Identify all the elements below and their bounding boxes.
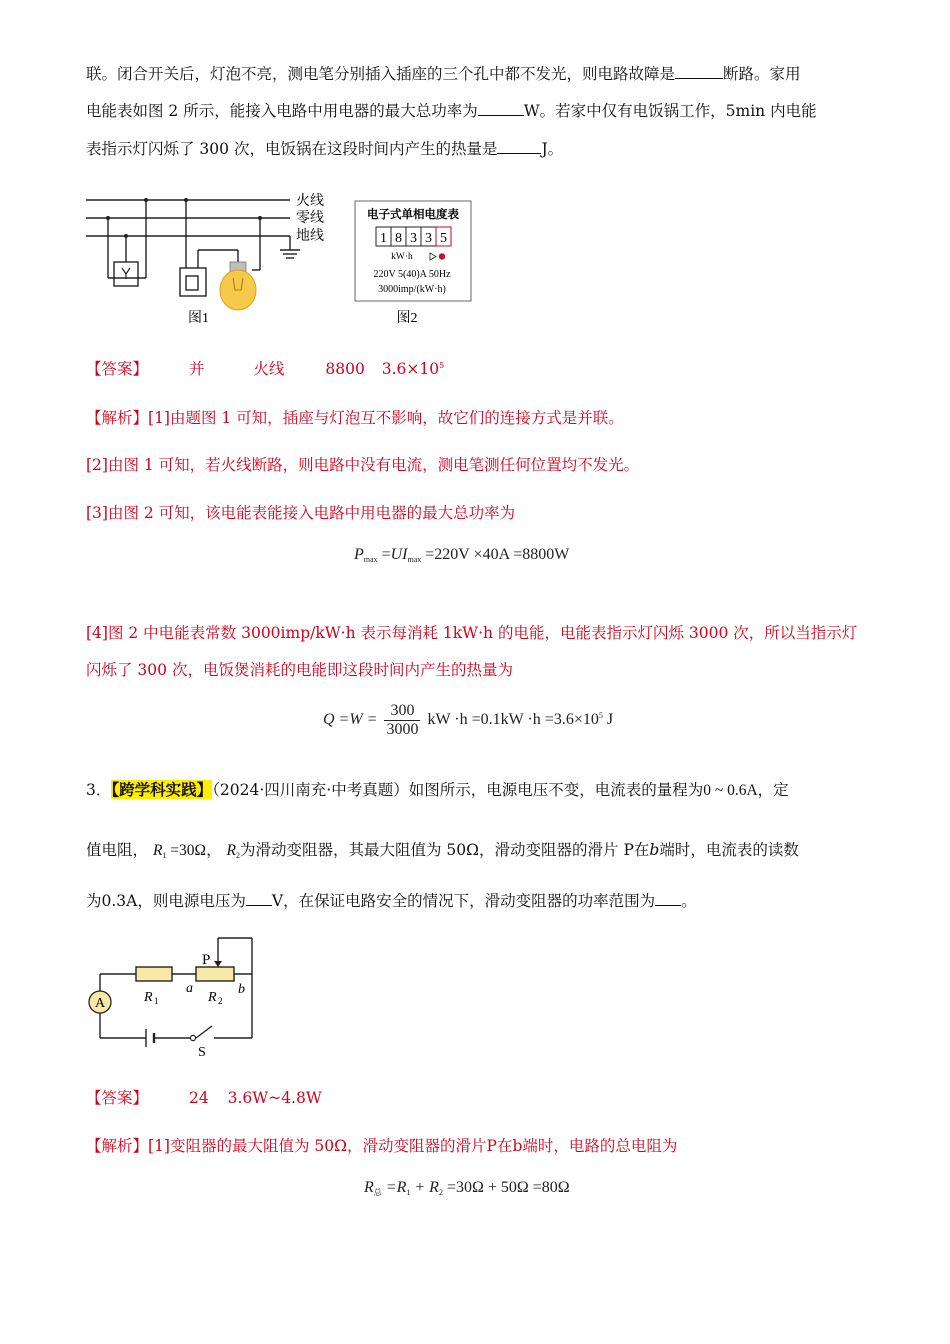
q3-analysis-1: 【解析】[1]变阻器的最大阻值为 50Ω，滑动变阻器的滑片P在b端时，电路的总电阻为 — [86, 1137, 678, 1155]
point-a-label: a — [186, 981, 193, 996]
figure-2-meter — [352, 198, 477, 328]
q2-analysis-3: [3]由图 2 可知，该电能表能接入电路中用电器的最大总功率为 — [86, 504, 516, 522]
q3-line-3: 为0.3A，则电源电压为 V，在保证电路安全的情况下，滑动变阻器的功率范围为 。 — [86, 892, 697, 910]
answer-1: 并 — [188, 360, 205, 378]
q2-line-3: 表指示灯闪烁了 300 次，电饭锅在这段时间内产生的热量是 J。 — [86, 140, 564, 158]
fraction: $\frac{300}{3000}$ — [386, 702, 419, 738]
blank-voltage — [246, 891, 272, 906]
figure-2-caption: 图2 — [396, 311, 418, 326]
q3-line-2: 值电阻， $R_1 =30\Omega$， $R_2$为滑动变阻器，其最大阻值为 50Ω，滑动变阻器的滑片 P在b端时，电流表的读数 — [86, 841, 799, 860]
answer-power-range: 3.6W~4.8W — [227, 1089, 322, 1107]
blank-power-range — [655, 891, 681, 906]
fire-wire-label: 火线 — [296, 194, 324, 209]
r2-label: R — [208, 990, 217, 1005]
q2-line-1: 联。闭合开关后，灯泡不亮，测电笔分别插入插座的三个孔中都不发光，则电路故障是 断路。家用 — [86, 65, 801, 83]
answer-voltage: 24 — [188, 1089, 209, 1107]
q3-line-1: 3．【跨学科实践】（2024·四川南充·中考真题）如图所示，电源电压不变，电流表的量程为0 ~ 0.6A，定 — [86, 780, 789, 799]
q2-analysis-4b: 闪烁了 300 次，电饭煲消耗的电能即这段时间内产生的热量为 — [86, 661, 513, 679]
r1-label: R — [144, 990, 153, 1005]
figure-1-caption: 图1 — [188, 311, 209, 326]
neutral-wire-label: 零线 — [296, 211, 324, 226]
indicator-light-icon — [439, 253, 445, 259]
q3-answer: 【答案】 24 3.6W~4.8W — [86, 1089, 322, 1107]
meter-title: 电子式单相电度表 — [367, 209, 459, 221]
meter-unit: kW·h — [391, 252, 413, 262]
formula-power: $P_{max} =UI_{max} =220V \times 40A =8800W$ — [354, 546, 570, 564]
figure-3-circuit — [84, 934, 264, 1062]
q2-analysis-4a: [4]图 2 中电能表常数 3000imp/kW·h 表示每消耗 1kW·h 的电能，电能表指示灯闪烁 3000 次，所以当指示灯 — [86, 624, 858, 642]
cross-subject-tag: 【跨学科实践】 — [111, 780, 213, 799]
formula-total-resistance: $R_总 =R_1 + R_2 =30\Omega + 50\Omega =80\Omega$ — [364, 1179, 570, 1197]
q2-line-2: 电能表如图 2 所示，能接入电路中用电器的最大总功率为 W。若家中仅有电饭锅工作，5min 内电能 — [86, 102, 817, 120]
q2-analysis-1: 【解析】[1]由题图 1 可知，插座与灯泡互不影响，故它们的连接方式是并联。 — [86, 409, 624, 427]
meter-digit: 3 — [410, 231, 417, 246]
ammeter-label: A — [94, 996, 106, 1011]
figure-1-circuit — [80, 186, 340, 331]
slider-label: P — [202, 952, 211, 968]
q2-answer: 【答案】 并 火线 8800 $3.6\times 10^5$ — [86, 360, 445, 378]
answer-2: 火线 — [253, 360, 285, 378]
meter-spec-1: 220V 5(40)A 50Hz — [373, 269, 451, 280]
point-b-label: b — [238, 982, 245, 997]
switch-label: S — [198, 1045, 206, 1060]
meter-spec-2: 3000imp/(kW·h) — [378, 284, 446, 295]
svg-text:1: 1 — [154, 996, 159, 1006]
blank-1 — [675, 64, 723, 79]
svg-text:2: 2 — [218, 996, 223, 1006]
answer-4: 3.6×10 — [381, 360, 440, 378]
meter-digit: 5 — [440, 231, 447, 246]
meter-digit: 1 — [380, 231, 387, 246]
blank-2 — [478, 101, 524, 116]
ground-wire-label: 地线 — [296, 229, 324, 244]
meter-digit: 8 — [395, 231, 402, 246]
formula-heat: Q =W = $\frac{300}{3000}$ kW $\cdot h =0.1kW \cdot h =3.6\times 10^5$ J — [323, 702, 614, 738]
answer-3: 8800 — [325, 360, 365, 378]
meter-digit: 3 — [425, 231, 432, 246]
q2-analysis-2: [2]由图 1 可知，若火线断路，则电路中没有电流，测电笔测任何位置均不发光。 — [86, 456, 640, 474]
blank-3 — [497, 139, 541, 154]
